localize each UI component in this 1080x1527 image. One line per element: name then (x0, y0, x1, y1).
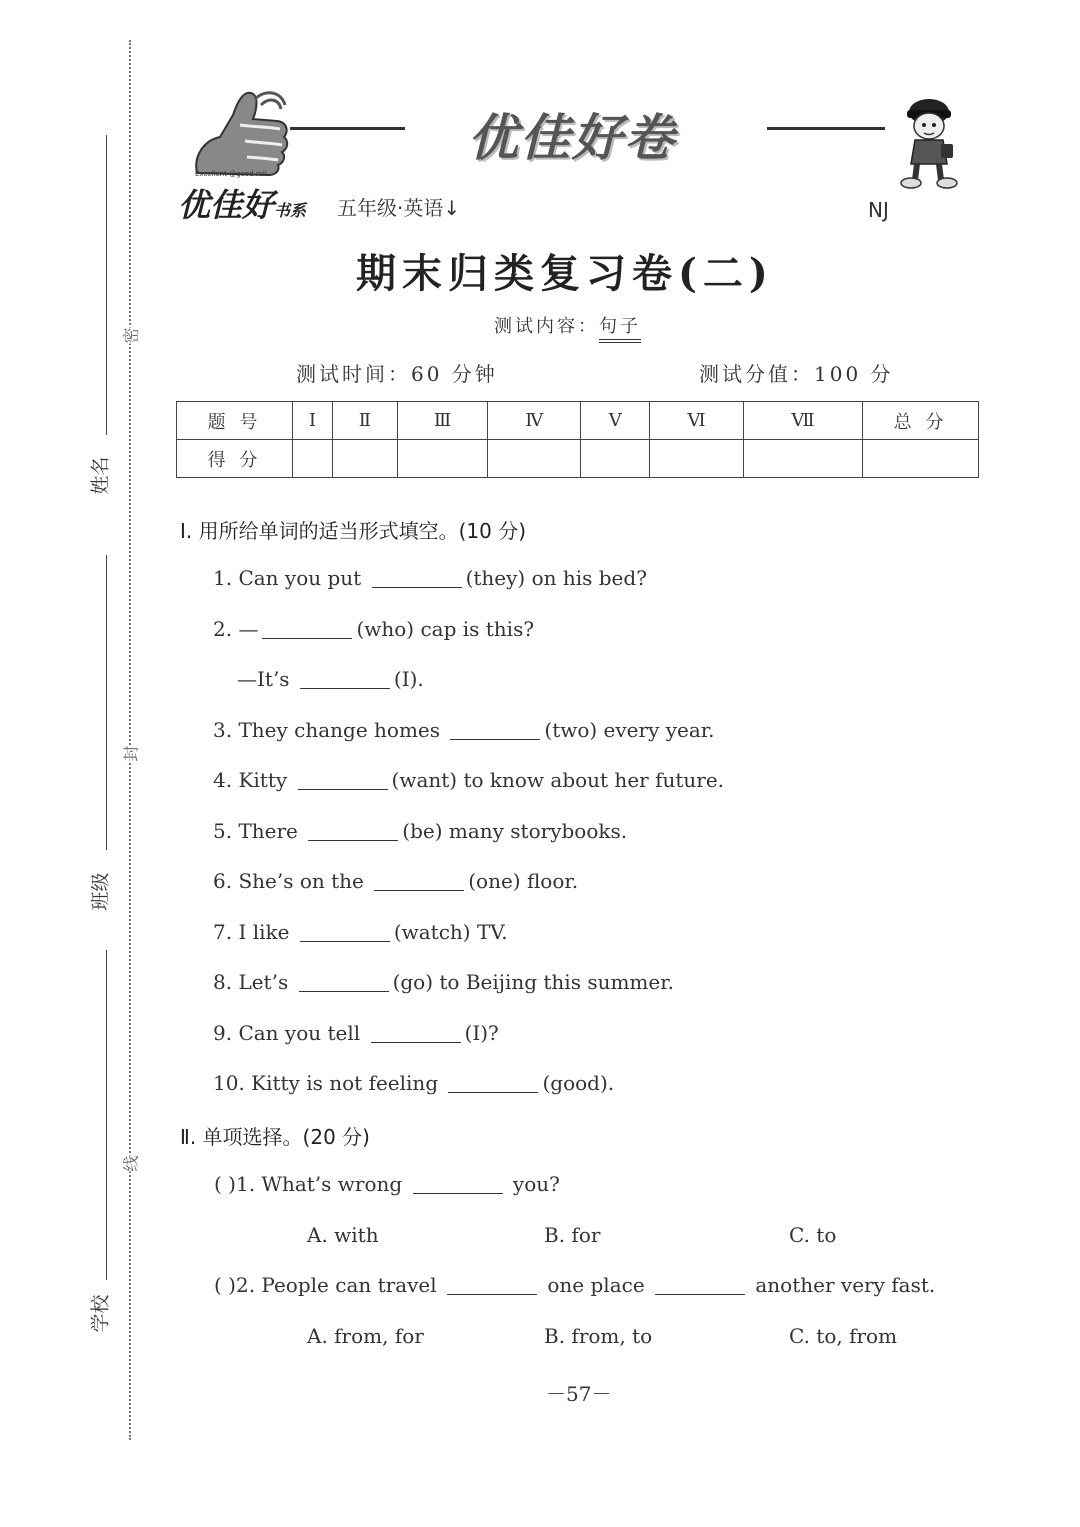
choice-question (214, 1273, 935, 1297)
question-item (213, 869, 578, 893)
option-a: A. with (307, 1223, 379, 1247)
score-cell[interactable] (650, 440, 744, 478)
test-score-total: 测试分值：100 分 (699, 362, 894, 386)
edition-code: NJ (868, 198, 889, 222)
answer-blank[interactable] (300, 687, 390, 689)
col-6: Ⅵ (650, 402, 744, 440)
class-label: 班级 (89, 872, 112, 911)
thumbs-up-logo (185, 85, 295, 180)
question-item (213, 1021, 499, 1045)
mascot-illustration (893, 92, 965, 190)
answer-blank[interactable] (450, 738, 540, 740)
series-name (178, 180, 306, 226)
col-1: Ⅰ (293, 402, 333, 440)
seal-char-mi: 密 (117, 327, 144, 343)
test-time: 测试时间：60 分钟 (296, 362, 498, 386)
col-5: Ⅴ (581, 402, 650, 440)
logo-tagline: Excellent @good roll (195, 170, 267, 178)
question-text: —It’s (237, 667, 290, 691)
question-text: 1. Can you put (213, 566, 362, 590)
seal-char-xian: 线 (117, 1155, 144, 1171)
question-hint: (good). (542, 1071, 615, 1095)
answer-blank (447, 1293, 537, 1295)
question-text: 3. They change homes (213, 718, 441, 742)
question-text: 1. What’s wrong (235, 1172, 403, 1196)
choice-question (214, 1172, 560, 1196)
score-cell[interactable] (743, 440, 862, 478)
grade-subject: 五年级·英语↓ (337, 196, 461, 220)
question-text: 2. — (213, 617, 259, 641)
col-4: Ⅳ (488, 402, 581, 440)
brand-title: 优佳好卷 (468, 109, 676, 167)
header-rule-right (767, 127, 885, 130)
option-c: C. to, from (789, 1324, 898, 1348)
question-hint: (I). (393, 667, 424, 691)
score-table-header-row (177, 402, 979, 440)
test-content-label: 测试内容： (494, 316, 599, 337)
answer-blank[interactable] (299, 990, 389, 992)
series-brand: 优佳好 (178, 186, 275, 224)
series-suffix: 书系 (274, 201, 307, 220)
section-1-heading: Ⅰ. 用所给单词的适当形式填空。(10 分) (180, 519, 527, 543)
question-hint: (go) to Beijing this summer. (392, 970, 674, 994)
question-text: 5. There (213, 819, 298, 843)
question-hint: (two) every year. (544, 718, 715, 742)
answer-blank (655, 1293, 745, 1295)
question-item (213, 819, 627, 843)
question-hint: (who) cap is this? (356, 617, 535, 641)
section-2-heading: Ⅱ. 单项选择。(20 分) (180, 1125, 370, 1149)
exam-title: 期末归类复习卷(二) (356, 250, 774, 297)
school-label: 学校 (89, 1294, 112, 1333)
question-text: 9. Can you tell (213, 1021, 361, 1045)
score-cell[interactable] (293, 440, 333, 478)
question-text: 2. People can travel (235, 1273, 437, 1297)
score-cell[interactable] (488, 440, 581, 478)
score-table (176, 401, 979, 478)
score-table-score-row (177, 440, 979, 478)
school-underline (106, 950, 107, 1280)
class-underline (106, 555, 107, 850)
col-total: 总 分 (863, 402, 979, 440)
question-text: 10. Kitty is not feeling (213, 1071, 439, 1095)
answer-blank[interactable] (262, 637, 352, 639)
question-item (237, 667, 424, 691)
answer-blank[interactable] (298, 788, 388, 790)
col-2: Ⅱ (332, 402, 397, 440)
question-item (213, 768, 724, 792)
question-item (213, 617, 534, 641)
score-cell-total[interactable] (863, 440, 979, 478)
answer-blank[interactable] (300, 940, 390, 942)
option-b: B. for (544, 1223, 601, 1247)
score-cell[interactable] (332, 440, 397, 478)
page-number: －57－ (546, 1382, 612, 1406)
question-text: 6. She’s on the (213, 869, 364, 893)
answer-blank[interactable] (372, 586, 462, 588)
question-text: 8. Let’s (213, 970, 289, 994)
test-content-value: 句子 (599, 316, 641, 343)
question-item (213, 970, 674, 994)
answer-bracket[interactable]: ( ) (214, 1273, 236, 1297)
question-hint: (be) many storybooks. (402, 819, 628, 843)
col-3: Ⅲ (397, 402, 487, 440)
question-hint: (want) to know about her future. (391, 768, 725, 792)
row-label-score: 得 分 (177, 440, 293, 478)
question-item (213, 566, 647, 590)
score-cell[interactable] (581, 440, 650, 478)
question-item (213, 1071, 614, 1095)
row-label-question-no: 题 号 (177, 402, 293, 440)
col-7: Ⅶ (743, 402, 862, 440)
answer-bracket[interactable]: ( ) (214, 1172, 236, 1196)
question-hint: (one) floor. (468, 869, 579, 893)
option-b: B. from, to (544, 1324, 653, 1348)
option-c: C. to (789, 1223, 837, 1247)
test-content (494, 312, 641, 338)
question-hint: (they) on his bed? (465, 566, 647, 590)
question-text: 4. Kitty (213, 768, 288, 792)
name-label: 姓名 (89, 456, 112, 495)
score-cell[interactable] (397, 440, 487, 478)
option-a: A. from, for (307, 1324, 424, 1348)
answer-blank[interactable] (308, 839, 398, 841)
question-item (213, 920, 508, 944)
answer-blank[interactable] (448, 1091, 538, 1093)
fold-line (129, 40, 131, 1440)
question-text-end: another very fast. (755, 1273, 936, 1297)
question-text-end: you? (512, 1172, 560, 1196)
question-text-mid: one place (547, 1273, 645, 1297)
question-text: 7. I like (213, 920, 290, 944)
answer-blank (413, 1192, 503, 1194)
seal-char-feng: 封 (117, 745, 144, 761)
answer-blank[interactable] (371, 1041, 461, 1043)
question-hint: (I)? (464, 1021, 499, 1045)
header-rule-left (290, 127, 405, 130)
answer-blank[interactable] (374, 889, 464, 891)
question-item (213, 718, 715, 742)
question-hint: (watch) TV. (393, 920, 508, 944)
name-underline (106, 135, 107, 435)
